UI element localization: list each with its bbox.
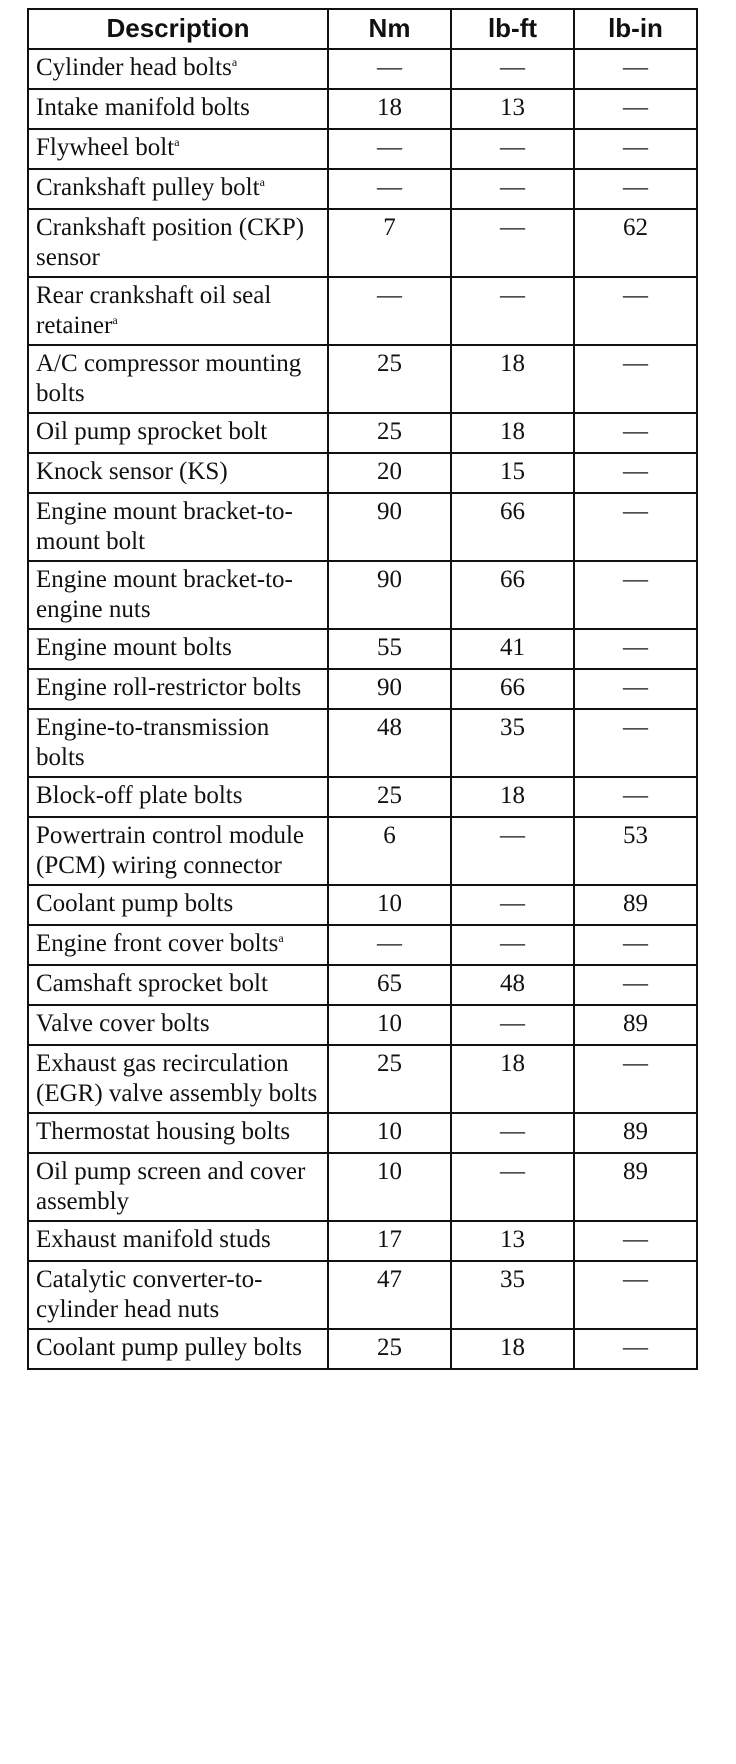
table-row	[28, 345, 697, 413]
lb-ft-cell: 41	[451, 629, 574, 669]
footnote-marker: a	[231, 55, 238, 69]
description-text: Intake manifold bolts	[36, 94, 250, 121]
lb-in-cell: —	[574, 453, 697, 493]
description-text: Engine-to-transmission bolts	[36, 714, 270, 771]
description-text: Cylinder head bolts	[36, 54, 232, 81]
description-text: Rear crankshaft oil seal retainer	[36, 282, 272, 339]
header-nm: Nm	[328, 9, 451, 49]
lb-in-cell: 53	[574, 817, 697, 885]
nm-cell: 25	[328, 413, 451, 453]
nm-cell: —	[328, 925, 451, 965]
lb-ft-cell: 13	[451, 89, 574, 129]
description-text: Powertrain control module (PCM) wiring connector	[36, 822, 304, 879]
table-row	[28, 453, 697, 493]
lb-in-cell: 89	[574, 1005, 697, 1045]
table-header	[28, 9, 697, 49]
footnote-marker: a	[278, 931, 284, 945]
description-cell	[28, 1221, 328, 1261]
lb-ft-cell: —	[451, 1153, 574, 1221]
nm-cell: 10	[328, 1113, 451, 1153]
table-row	[28, 89, 697, 129]
description-cell	[28, 709, 328, 777]
table-row	[28, 885, 697, 925]
lb-in-cell: 62	[574, 209, 697, 277]
description-cell	[28, 493, 328, 561]
description-cell	[28, 629, 328, 669]
description-text: Coolant pump bolts	[36, 890, 234, 917]
table-row	[28, 1005, 697, 1045]
nm-cell: 25	[328, 345, 451, 413]
footnote-marker: a	[259, 175, 265, 189]
table-row	[28, 493, 697, 561]
nm-cell: —	[328, 49, 451, 89]
nm-cell: 55	[328, 629, 451, 669]
lb-ft-cell: —	[451, 817, 574, 885]
lb-in-cell: 89	[574, 1113, 697, 1153]
lb-ft-cell: 48	[451, 965, 574, 1005]
lb-in-cell: —	[574, 669, 697, 709]
lb-in-cell: —	[574, 493, 697, 561]
lb-in-cell: 89	[574, 1153, 697, 1221]
table-row	[28, 169, 697, 209]
lb-ft-cell: 18	[451, 1329, 574, 1369]
header-lb-ft: lb-ft	[451, 9, 574, 49]
nm-cell: 90	[328, 561, 451, 629]
nm-cell: 18	[328, 89, 451, 129]
lb-ft-cell: 66	[451, 493, 574, 561]
description-text: Crankshaft position (CKP) sensor	[36, 214, 305, 271]
table-row	[28, 669, 697, 709]
footnote-marker: a	[112, 313, 118, 327]
lb-ft-cell: —	[451, 277, 574, 345]
lb-in-cell: —	[574, 413, 697, 453]
nm-cell: 25	[328, 1045, 451, 1113]
description-cell	[28, 169, 328, 209]
header-lb-in: lb-in	[574, 9, 697, 49]
table-row	[28, 209, 697, 277]
description-text: Engine front cover bolts	[36, 930, 279, 957]
lb-ft-cell: —	[451, 1113, 574, 1153]
table-row	[28, 629, 697, 669]
table-row	[28, 1153, 697, 1221]
description-text: Catalytic converter-to-cylinder head nuts	[36, 1266, 263, 1323]
description-cell	[28, 49, 328, 89]
description-cell	[28, 1261, 328, 1329]
lb-ft-cell: —	[451, 129, 574, 169]
description-cell	[28, 965, 328, 1005]
lb-ft-cell: 13	[451, 1221, 574, 1261]
table-body	[28, 49, 697, 1369]
lb-ft-cell: —	[451, 209, 574, 277]
lb-ft-cell: 18	[451, 1045, 574, 1113]
nm-cell: 10	[328, 885, 451, 925]
nm-cell: 90	[328, 493, 451, 561]
description-cell	[28, 209, 328, 277]
description-cell	[28, 817, 328, 885]
description-text: Knock sensor (KS)	[36, 458, 228, 485]
lb-in-cell: —	[574, 277, 697, 345]
description-cell	[28, 89, 328, 129]
nm-cell: 48	[328, 709, 451, 777]
lb-in-cell: —	[574, 965, 697, 1005]
nm-cell: —	[328, 277, 451, 345]
description-text: Valve cover bolts	[36, 1010, 210, 1037]
header-description: Description	[28, 9, 328, 49]
lb-ft-cell: —	[451, 1005, 574, 1045]
lb-ft-cell: 35	[451, 709, 574, 777]
nm-cell: 47	[328, 1261, 451, 1329]
table-row	[28, 709, 697, 777]
lb-ft-cell: 18	[451, 413, 574, 453]
lb-in-cell: —	[574, 777, 697, 817]
table-row	[28, 1261, 697, 1329]
lb-in-cell: —	[574, 345, 697, 413]
lb-in-cell: —	[574, 49, 697, 89]
description-text: Flywheel bolt	[36, 134, 175, 161]
lb-ft-cell: 66	[451, 561, 574, 629]
description-cell	[28, 1045, 328, 1113]
table-row	[28, 777, 697, 817]
table-row	[28, 561, 697, 629]
lb-in-cell: —	[574, 129, 697, 169]
lb-ft-cell: —	[451, 169, 574, 209]
table-row	[28, 925, 697, 965]
lb-in-cell: 89	[574, 885, 697, 925]
nm-cell: 25	[328, 1329, 451, 1369]
nm-cell: 7	[328, 209, 451, 277]
lb-in-cell: —	[574, 629, 697, 669]
description-text: Coolant pump pulley bolts	[36, 1334, 302, 1361]
description-text: Oil pump screen and cover assembly	[36, 1158, 306, 1215]
nm-cell: 20	[328, 453, 451, 493]
lb-in-cell: —	[574, 169, 697, 209]
table-row	[28, 1329, 697, 1369]
lb-in-cell: —	[574, 1329, 697, 1369]
lb-ft-cell: 18	[451, 345, 574, 413]
table-row	[28, 817, 697, 885]
description-cell	[28, 1005, 328, 1045]
nm-cell: 90	[328, 669, 451, 709]
footnote-marker: a	[174, 135, 180, 149]
lb-in-cell: —	[574, 1045, 697, 1113]
description-text: Exhaust manifold studs	[36, 1226, 271, 1253]
description-text: A/C compressor mounting bolts	[36, 350, 302, 407]
description-text: Exhaust gas recirculation (EGR) valve assembly bolts	[36, 1050, 318, 1107]
lb-in-cell: —	[574, 561, 697, 629]
nm-cell: —	[328, 129, 451, 169]
description-cell	[28, 885, 328, 925]
lb-in-cell: —	[574, 1261, 697, 1329]
nm-cell: 10	[328, 1005, 451, 1045]
nm-cell: 6	[328, 817, 451, 885]
header-row	[28, 9, 697, 49]
table-row	[28, 129, 697, 169]
description-cell	[28, 129, 328, 169]
description-text: Crankshaft pulley bolt	[36, 174, 260, 201]
lb-in-cell: —	[574, 89, 697, 129]
lb-ft-cell: 18	[451, 777, 574, 817]
table-row	[28, 965, 697, 1005]
description-cell	[28, 277, 328, 345]
description-text: Engine mount bracket-to-mount bolt	[36, 498, 293, 555]
nm-cell: 10	[328, 1153, 451, 1221]
description-text: Engine mount bracket-to-engine nuts	[36, 566, 293, 623]
description-cell	[28, 777, 328, 817]
description-cell	[28, 345, 328, 413]
description-cell	[28, 1153, 328, 1221]
torque-spec-table	[27, 8, 698, 1370]
nm-cell: 65	[328, 965, 451, 1005]
lb-ft-cell: 15	[451, 453, 574, 493]
description-cell	[28, 1113, 328, 1153]
description-text: Camshaft sprocket bolt	[36, 970, 268, 997]
description-cell	[28, 925, 328, 965]
description-text: Oil pump sprocket bolt	[36, 418, 268, 445]
description-text: Engine roll-restrictor bolts	[36, 674, 302, 701]
description-cell	[28, 453, 328, 493]
table-row	[28, 1045, 697, 1113]
description-cell	[28, 1329, 328, 1369]
description-cell	[28, 413, 328, 453]
table-row	[28, 49, 697, 89]
table-row	[28, 1221, 697, 1261]
table-row	[28, 277, 697, 345]
nm-cell: —	[328, 169, 451, 209]
nm-cell: 17	[328, 1221, 451, 1261]
description-cell	[28, 561, 328, 629]
description-cell	[28, 669, 328, 709]
description-text: Thermostat housing bolts	[36, 1118, 291, 1145]
lb-ft-cell: —	[451, 925, 574, 965]
lb-in-cell: —	[574, 709, 697, 777]
lb-ft-cell: 66	[451, 669, 574, 709]
table-row	[28, 413, 697, 453]
lb-in-cell: —	[574, 1221, 697, 1261]
nm-cell: 25	[328, 777, 451, 817]
lb-ft-cell: 35	[451, 1261, 574, 1329]
lb-ft-cell: —	[451, 49, 574, 89]
description-text: Engine mount bolts	[36, 634, 232, 661]
lb-in-cell: —	[574, 925, 697, 965]
lb-ft-cell: —	[451, 885, 574, 925]
table-row	[28, 1113, 697, 1153]
description-text: Block-off plate bolts	[36, 782, 243, 809]
